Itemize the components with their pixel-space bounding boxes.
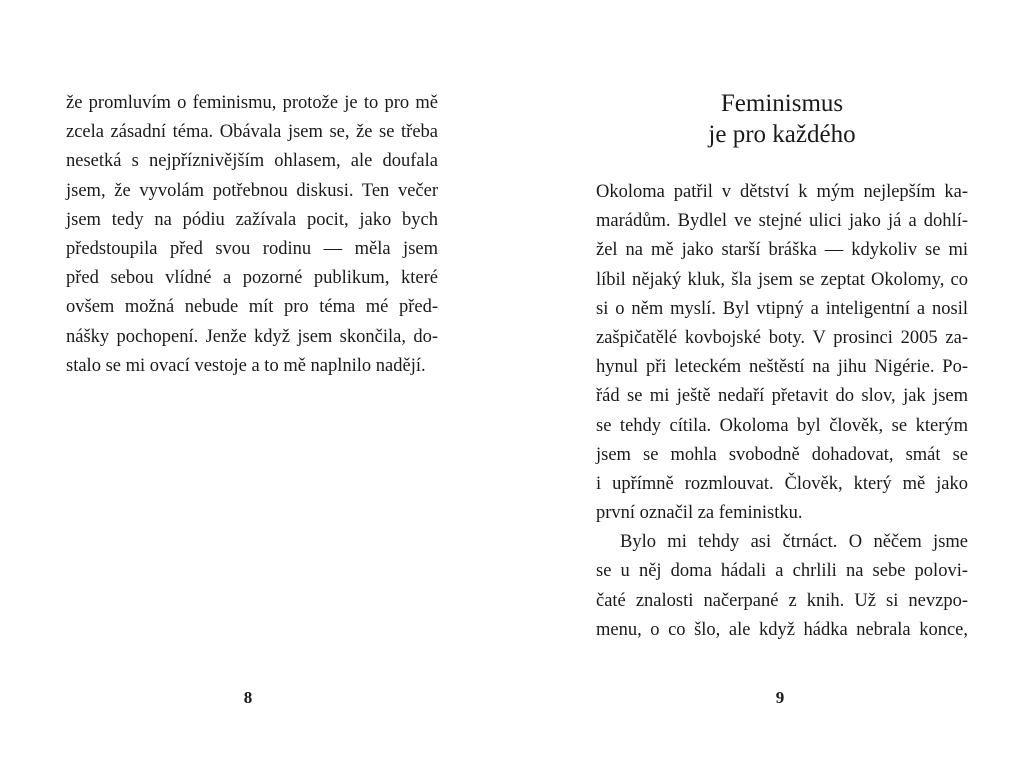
text-line: líbil nějaký kluk, šla jsem se zeptat Okolomy, co bbox=[596, 269, 968, 290]
text-line: se u něj doma hádali a chrlili na sebe polovi- bbox=[596, 561, 968, 582]
text-line: i upřímně rozmlouvat. Člověk, který mě jako bbox=[596, 473, 968, 494]
text-line: čaté znalosti načerpané z knih. Už si nevzpo- bbox=[596, 590, 968, 611]
chapter-title-line-1: Feminismus bbox=[720, 90, 844, 117]
text-line: nášky pochopení. Jenže když jsem skončila, do- bbox=[66, 326, 438, 347]
text-line: že promluvím o feminismu, protože je to pro mě bbox=[66, 93, 438, 113]
text-line: stalo se mi ovací vestoje a to mě naplnilo nadějí. bbox=[66, 355, 426, 376]
text-line: si o něm myslí. Byl vtipný a inteligentní a nosil bbox=[596, 298, 968, 319]
chapter-title-line-2: je pro každého bbox=[708, 121, 856, 148]
chapter-title bbox=[596, 88, 968, 150]
text-line: jsem, že vyvolám potřebnou diskusi. Ten večer bbox=[66, 180, 438, 201]
page-number-left: 8 bbox=[243, 688, 253, 707]
text-line: marádům. Bydlel ve stejné ulici jako já a dohlí- bbox=[596, 211, 968, 232]
text-line: Bylo mi tehdy asi čtrnáct. O něčem jsme bbox=[620, 532, 968, 553]
text-line: menu, o co šlo, ale když hádka nebrala konce, bbox=[596, 619, 968, 640]
text-line: ovšem možná nebude mít pro téma mé před- bbox=[66, 297, 438, 318]
text-line: hynul při leteckém neštěstí na jihu Nigérie. Po- bbox=[596, 357, 968, 378]
text-line: předstoupila před svou rodinu — měla jsem bbox=[66, 238, 438, 259]
left-page-body-text bbox=[66, 89, 438, 381]
text-line: před sebou vlídné a pozorné publikum, které bbox=[66, 268, 438, 289]
text-line: zašpičatělé kovbojské boty. V prosinci 2005 za- bbox=[596, 327, 968, 348]
text-line: jsem tedy na pódiu zažívala pocit, jako bych bbox=[66, 209, 438, 230]
text-line: jsem se mohla svobodně dohadovat, smát se bbox=[596, 444, 968, 465]
page-number-right: 9 bbox=[775, 688, 785, 707]
text-line: první označil za feministku. bbox=[596, 503, 803, 524]
right-page-body-text bbox=[596, 178, 968, 645]
text-line: Okoloma patřil v dětství k mým nejlepším ka- bbox=[596, 182, 968, 202]
text-line: zcela zásadní téma. Obávala jsem se, že se třeba bbox=[66, 122, 438, 143]
text-line: se tehdy cítila. Okoloma byl člověk, se kterým bbox=[596, 415, 968, 436]
text-line: žel na mě jako starší bráška — kdykoliv se mi bbox=[596, 240, 968, 261]
text-line: řád se mi ještě nedaří přetavit do slov, jak jsem bbox=[596, 386, 968, 407]
text-line: nesetká s nejpříznivějším ohlasem, ale doufala bbox=[66, 151, 438, 172]
right-page bbox=[512, 0, 1024, 768]
